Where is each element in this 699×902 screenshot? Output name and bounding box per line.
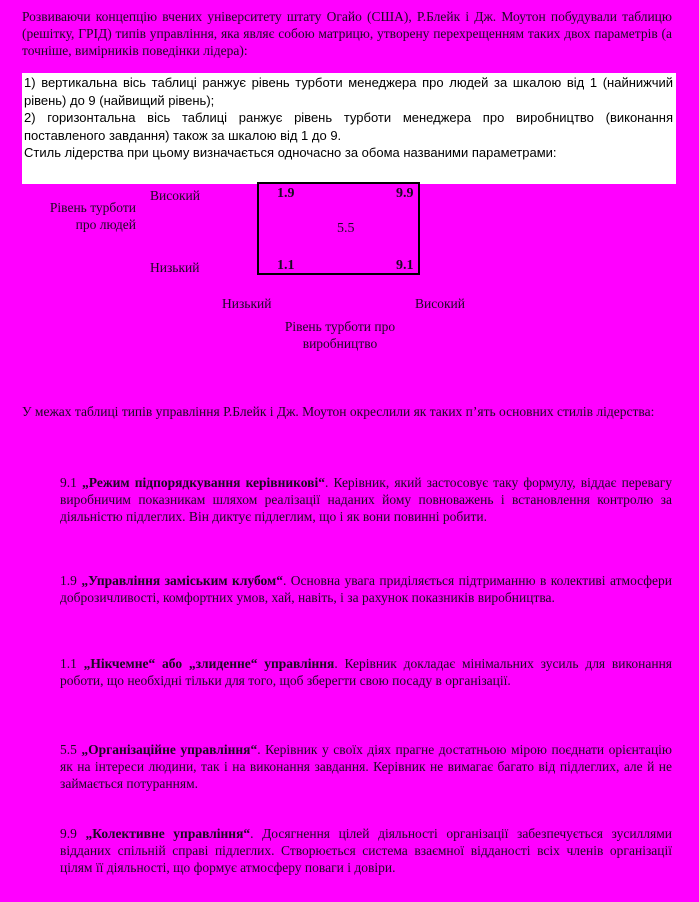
axis-description-box: [22, 73, 676, 184]
style-text: . Керівник у своїх діях прагне достатньою мірою поєднати орієнтацію як на інтереси людини, так і на виконання завдання. Керівник не вимагає багато від підлеглих, але й не займається потуранням.: [60, 742, 673, 791]
grid-cell-1-9: 1.9: [277, 186, 295, 201]
grid-cell-9-9: 9.9: [396, 186, 414, 201]
style-code: 9.9: [60, 826, 77, 841]
style-definition-note: Стиль лідерства при цьому визначається одночасно за обома названими параметрами:: [24, 145, 557, 160]
style-text: . Досягнення цілей діяльності організації забезпечується зусиллями відданих спільній справі підлеглих. Створюється система взаємної відданості всіх членів організації цілям її діяльності, що формує атмосферу поваги і довіри.: [60, 826, 673, 875]
horizontal-axis-description: 2) горизонтальна вісь таблиці ранжує рівень турботи менеджера про виробництво (виконання поставленого завдання) також за шкалою від 1 до 9.: [24, 110, 673, 143]
x-axis-high-label: Високий: [415, 296, 465, 311]
style-name: „Режим підпорядкування керівникові“: [82, 475, 325, 490]
style-item-5-5: [60, 741, 672, 792]
grid-cell-1-1: 1.1: [277, 258, 295, 273]
style-name: „Організаційне управління“: [81, 742, 258, 757]
style-code: 5.5: [60, 742, 77, 757]
styles-lead-paragraph: У межах таблиці типів управління Р.Блейк і Дж. Моутон окреслили як таких п’ять основних стилів лідерства:: [22, 404, 655, 419]
style-item-1-9: [60, 572, 672, 606]
style-name: „Управління заміським клубом“: [81, 573, 283, 588]
style-item-1-1: [60, 655, 672, 689]
style-text: . Основна увага приділяється підтриманню в колективі атмосфери доброзичливості, комфортних умов, хай, навіть, і за рахунок показників виробництва.: [60, 573, 673, 605]
y-axis-high-label: Високий: [150, 188, 200, 203]
style-text: . Керівник, який застосовує таку формулу, віддає перевагу виробничим показникам шляхом реалізації наданих йому повноважень і встановлення контролю за діяльністю підлеглих. Він диктує підлеглим, що і як вони повинні робити.: [60, 475, 673, 524]
style-text: . Керівник докладає мінімальних зусиль для виконання роботи, що необхідні тільки для того, щоб зберегти свою посаду в організації.: [60, 656, 673, 688]
x-axis-low-label: Низький: [222, 296, 272, 311]
style-item-9-9: [60, 825, 672, 876]
y-axis-low-label: Низький: [150, 260, 200, 275]
style-name: „Нікчемне“ або „злиденне“ управління: [83, 656, 335, 671]
style-item-9-1: [60, 474, 672, 525]
style-code: 1.9: [60, 573, 77, 588]
intro-paragraph: Розвиваючи концепцію вчених університету штату Огайо (США), Р.Блейк і Дж. Моутон побудували таблицю (решітку, ГРІД) типів управління, яка являє собою матрицю, утворену перехрещенням таких двох параметрів (а точніше, вимірників поведінки лідера):: [22, 9, 672, 58]
grid-cell-9-1: 9.1: [396, 258, 414, 273]
x-axis-label: Рівень турботи про виробництво: [284, 319, 396, 351]
style-code: 1.1: [60, 656, 77, 671]
y-axis-label: Рівень турботи про людей: [49, 200, 136, 232]
grid-cell-5-5: 5.5: [337, 221, 355, 236]
vertical-axis-description: 1) вертикальна вісь таблиці ранжує рівень турботи менеджера про людей за шкалою від 1 (найнижчий рівень) до 9 (найвищий рівень);: [24, 75, 673, 108]
style-code: 9.1: [60, 475, 77, 490]
style-name: „Колективне управління“: [85, 826, 251, 841]
